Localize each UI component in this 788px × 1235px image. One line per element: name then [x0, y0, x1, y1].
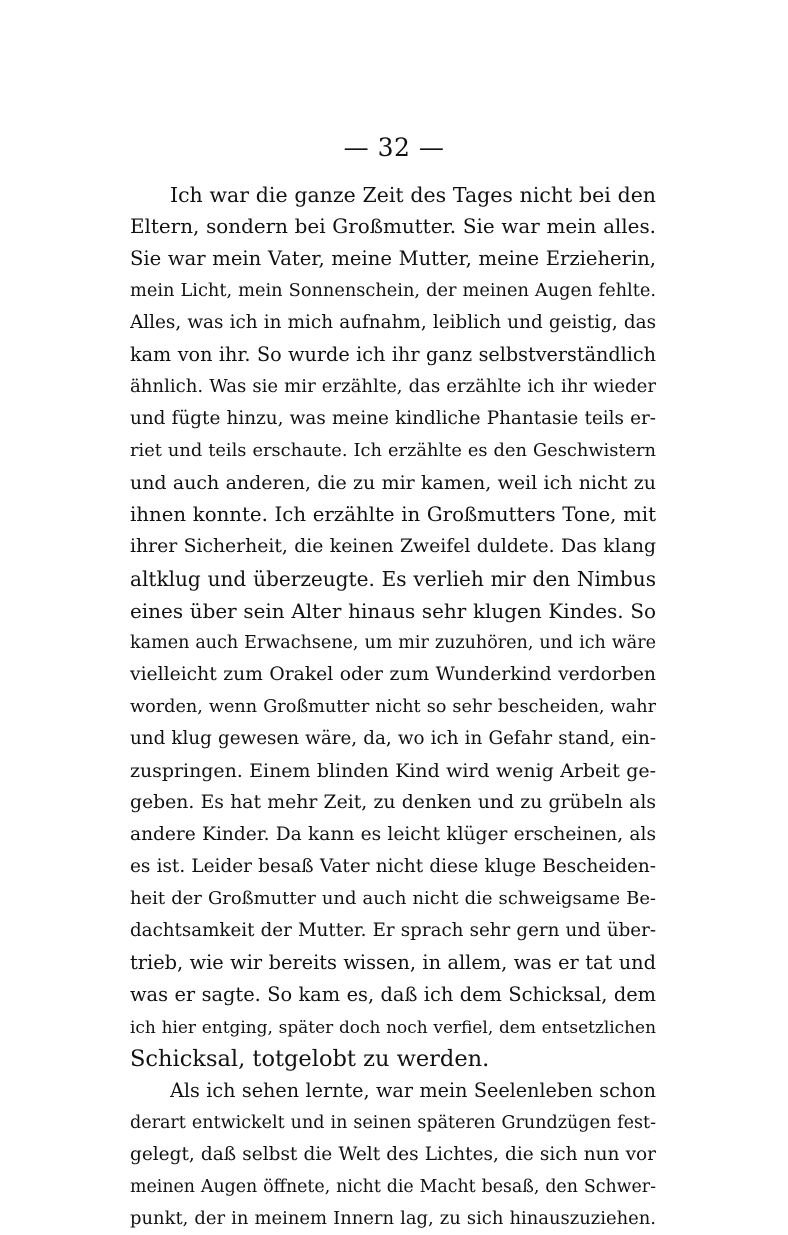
text-line: kam von ihr. So wurde ich ihr ganz selbstverständlich	[130, 343, 656, 366]
text-line: derart entwickelt und in seinen späteren Grundzügen fest-	[130, 1113, 656, 1133]
text-line: ihnen konnte. Ich erzählte in Großmutters Tone, mit	[130, 503, 656, 526]
paragraph-1	[130, 179, 656, 1075]
text-line: trieb, wie wir bereits wissen, in allem, was er tat und	[130, 951, 656, 974]
paragraph-2	[130, 1075, 656, 1235]
text-line: eines über sein Alter hinaus sehr klugen Kindes. So	[130, 599, 656, 623]
text-line: Als ich sehen lernte, war mein Seelenleben schon	[170, 1079, 656, 1102]
text-line: und klug gewesen wäre, da, wo ich in Gefahr stand, ein-	[130, 728, 656, 749]
text-line: kamen auch Erwachsene, um mir zuzuhören, und ich wäre	[130, 633, 656, 653]
text-line: Sie war mein Vater, meine Mutter, meine Erzieherin,	[130, 247, 656, 270]
text-line: Eltern, sondern bei Großmutter. Sie war mein alles.	[130, 215, 656, 238]
text-line: meinen Augen öffnete, nicht die Macht besaß, den Schwer-	[130, 1177, 656, 1197]
text-line: Ich war die ganze Zeit des Tages nicht bei den	[170, 183, 656, 207]
text-line: riet und teils erschaute. Ich erzählte es den Geschwistern	[130, 440, 656, 461]
text-line: Alles, was ich in mich aufnahm, leiblich und geistig, das	[130, 312, 656, 333]
text-line: andere Kinder. Da kann es leicht klüger erscheinen, als	[130, 824, 656, 845]
text-line: und auch anderen, die zu mir kamen, weil ich nicht zu	[130, 472, 656, 494]
text-line: vielleicht zum Orakel oder zum Wunderkind verdorben	[130, 664, 656, 685]
text-line: ihrer Sicherheit, die keinen Zweifel duldete. Das klang	[130, 536, 656, 557]
text-line: geben. Es hat mehr Zeit, zu denken und zu grübeln als	[130, 792, 656, 813]
text-line: Schicksal, totgelobt zu werden.	[130, 1046, 490, 1072]
page-number: — 32 —	[343, 133, 445, 162]
body-text	[130, 179, 656, 1235]
text-line: altklug und überzeugte. Es verlieh mir den Nimbus	[130, 567, 656, 591]
text-line: es ist. Leider besaß Vater nicht diese kluge Bescheiden-	[130, 856, 656, 877]
text-line: ich hier entging, später doch noch verfiel, dem entsetzlichen	[130, 1017, 656, 1037]
text-line: und fügte hinzu, was meine kindliche Phantasie teils er-	[130, 408, 656, 429]
text-line: heit der Großmutter und auch nicht die schweigsame Be-	[130, 888, 656, 909]
text-line: mein Licht, mein Sonnenschein, der meinen Augen fehlte.	[130, 281, 656, 301]
text-line: zuspringen. Einem blinden Kind wird wenig Arbeit ge-	[130, 760, 656, 782]
text-line: dachtsamkeit der Mutter. Er sprach sehr gern und über-	[130, 920, 656, 941]
text-line: was er sagte. So kam es, daß ich dem Schicksal, dem	[130, 983, 656, 1006]
text-line: worden, wenn Großmutter nicht so sehr bescheiden, wahr	[130, 697, 656, 717]
text-line: ähnlich. Was sie mir erzählte, das erzählte ich ihr wieder	[130, 376, 656, 397]
text-line: punkt, der in meinem Innern lag, zu sich hinauszuziehen.	[130, 1208, 656, 1229]
text-line: gelegt, daß selbst die Welt des Lichtes, die sich nun vor	[130, 1144, 656, 1165]
